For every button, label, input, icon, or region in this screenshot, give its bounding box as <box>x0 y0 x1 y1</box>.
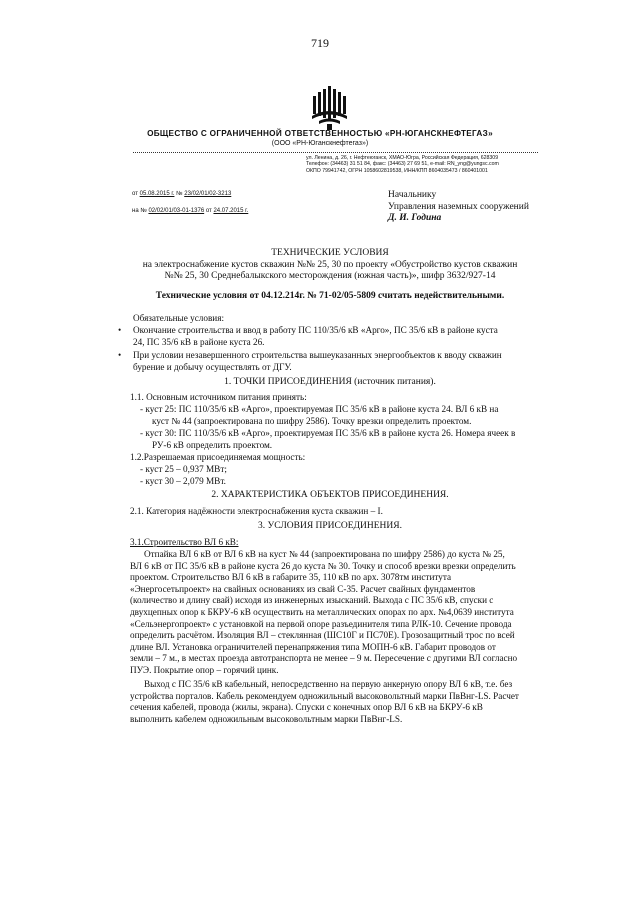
ref-label: от <box>132 191 138 197</box>
document-title <box>140 248 520 283</box>
address-line: Телефон: (34463) 31 51 84, факс: (34463) 27 69 51, e-mail: RN_yng@yungsc.com <box>306 161 499 168</box>
address-line: ОКПО 79941742, ОГРН 1058602819538, ИНН/КПП 8604035473 / 860401001 <box>306 167 488 174</box>
paragraph-line: Отпайка ВЛ 6 кВ от ВЛ 6 кВ на куст № 44 (запроектирована по шифру 2586) до куста № 25, <box>144 549 505 559</box>
paragraph-line: устройства порталов. Кабель рекомендуем одножильный высоковольтный марки ПвВнг-LS. Расчет <box>130 690 519 701</box>
paragraph-line: определить расчётом. Изоляция ВЛ – стеклянная (ШС10Г и ПС70Е). Грозозащитный трос по всей <box>130 630 515 641</box>
clause-1-1-b <box>140 428 530 451</box>
ref-number: 23/02/01/02-3213 <box>184 191 232 197</box>
clause-3-1: 3.1.Строительство ВЛ 6 кВ: <box>130 537 239 547</box>
ref-number: 02/02/01/03-01-1376 <box>148 208 205 214</box>
paragraph-line: ВЛ 6 кВ от ПС 35/6 кВ в районе куста 26 до куста № 30. Точку и способ врезки врезки определить <box>130 560 516 571</box>
mandatory-bullet <box>133 325 529 348</box>
clause-1-2-b: - куст 30 – 2,079 МВт. <box>140 476 226 486</box>
clause-line: куст № 44 (запроектирована по шифру 2586). Точку врезки определить проектом. <box>152 415 472 426</box>
paragraph-construction <box>130 549 530 677</box>
mandatory-label: Обязательные условия: <box>133 313 224 323</box>
section-heading-2: 2. ХАРАКТЕРИСТИКА ОБЪЕКТОВ ПРИСОЕДИНЕНИЯ. <box>211 490 449 500</box>
invalid-notice: Технические условия от 04.12.214г. № 71-02/05-5809 считать недействительными. <box>155 291 505 301</box>
addressee-name: Д. И. Година <box>388 213 442 223</box>
ref-label: № <box>176 191 183 197</box>
paragraph-line: (количество и длину свай) исходя из инженерных изысканий. Выхода с ПС 35/6 кВ, спуски с <box>130 595 494 606</box>
paragraph-line: Выход с ПС 35/6 кВ кабельный, непосредственно на первую анкерную опору ВЛ 6 кВ, т.е. без <box>144 679 513 689</box>
company-logo-icon <box>307 86 351 130</box>
address-line: ул. Ленина, д. 26, г. Нефтеюганск, ХМАО-Югра, Российская Федерация, 628309 <box>306 155 499 161</box>
ref-date: 05.08.2015 г. <box>139 191 175 197</box>
ref-label: на № <box>132 208 147 214</box>
paragraph-line: земли – 7 м., в местах проезда автотранспорта не менее – 9 м. Пересечение с другими ВЛ согласно <box>130 653 518 664</box>
section-heading-1: 1. ТОЧКИ ПРИСОЕДИНЕНИЯ (источник питания). <box>224 377 436 387</box>
addressee-title: Начальнику <box>388 190 437 200</box>
company-short-name: (ООО «РН-Юганскнефтегаз») <box>271 140 369 147</box>
paragraph-line: «Сельэнергопроект» с установкой на первой опоре разъединителя типа РЛК-10. Сечение провода <box>130 618 512 629</box>
ref-date: 24.07.2015 г. <box>213 208 249 214</box>
clause-2-1: 2.1. Категория надёжности электроснабжения куста скважин – I. <box>130 506 383 516</box>
addressee-department: Управления наземных сооружений <box>388 201 529 212</box>
paragraph-line: «Энергосетьпроект» на свайных основаниях из свай С-35. Расчет свайных фундаментов <box>130 583 476 594</box>
clause-line: - куст 25: ПС 110/35/6 кВ «Арго», проектируемая ПС 35/6 кВ в районе куста 24. ВЛ 6 кВ на <box>140 404 499 414</box>
company-address <box>306 155 546 174</box>
bullet-line: 24, ПС 35/6 кВ в районе куста 26. <box>133 336 265 347</box>
outgoing-ref <box>132 191 231 197</box>
clause-1-2: 1.2.Разрешаемая присоединяемая мощность: <box>130 452 306 462</box>
title-line: на электроснабжение кустов скважин №№ 25, 30 по проекту «Обустройство кустов скважин <box>142 259 518 270</box>
clause-line: РУ-6 кВ определить проектом. <box>152 439 273 450</box>
title-line: №№ 25, 30 Среднебалыкского месторождения (южная часть)», шифр 3632/927-14 <box>164 271 496 281</box>
page-number: 719 <box>311 36 329 50</box>
bullet-line: • При условии незавершенного строительства вышеуказанных энергообъектов к вводу скважин <box>133 350 502 360</box>
bullet-line: • Окончание строительства и ввод в работу ПС 110/35/6 кВ «Арго», ПС 35/6 кВ в районе куста <box>133 325 498 335</box>
paragraph-line: сечения кабелей, провода (жилы, экрана). Спуски с конечных опор ВЛ 6 кВ на БКРУ-6 кВ <box>130 702 483 713</box>
ref-label: от <box>205 208 212 214</box>
paragraph-line: длине ВЛ. Установка ограничителей перенапряжения типа МОПН-6 кВ. Габарит проводов от <box>130 641 496 652</box>
clause-line: - куст 30: ПС 110/35/6 кВ «Арго», проектируемая ПС 35/6 кВ в районе куста 26. Номера ячеек в <box>140 428 516 438</box>
clause-1-2-a: - куст 25 – 0,937 МВт; <box>140 464 227 474</box>
addressee-block <box>388 190 529 225</box>
mandatory-bullet <box>133 350 529 373</box>
section-heading-3: 3. УСЛОВИЯ ПРИСОЕДИНЕНИЯ. <box>258 521 402 531</box>
paragraph-line: проектом. Строительство ВЛ 6 кВ в габарите 35, 110 кВ по арх. 3078тм института <box>130 572 452 583</box>
clause-1-1-a <box>140 404 530 427</box>
incoming-ref <box>132 208 248 214</box>
paragraph-line: двухцепных опор к БКРУ-6 кВ осуществить на металлических опорах по арх. №4,0639 института <box>130 606 514 617</box>
company-name: ОБЩЕСТВО С ОГРАНИЧЕННОЙ ОТВЕТСТВЕННОСТЬЮ «РН-ЮГАНСКНЕФТЕГАЗ» <box>147 129 493 138</box>
title-heading: ТЕХНИЧЕСКИЕ УСЛОВИЯ <box>271 248 389 258</box>
header-divider <box>133 152 538 153</box>
paragraph-line: ПУЭ. Покрытие опор – горячий цинк. <box>130 664 279 675</box>
bullet-line: бурение и добычу осуществлять от ДГУ. <box>133 361 292 372</box>
paragraph-line: выполнить кабелем одножильным высоковольтным марки ПвВнг-LS. <box>130 713 403 724</box>
paragraph-cable-exit <box>130 679 530 725</box>
clause-1-1: 1.1. Основным источником питания принять: <box>130 392 307 402</box>
